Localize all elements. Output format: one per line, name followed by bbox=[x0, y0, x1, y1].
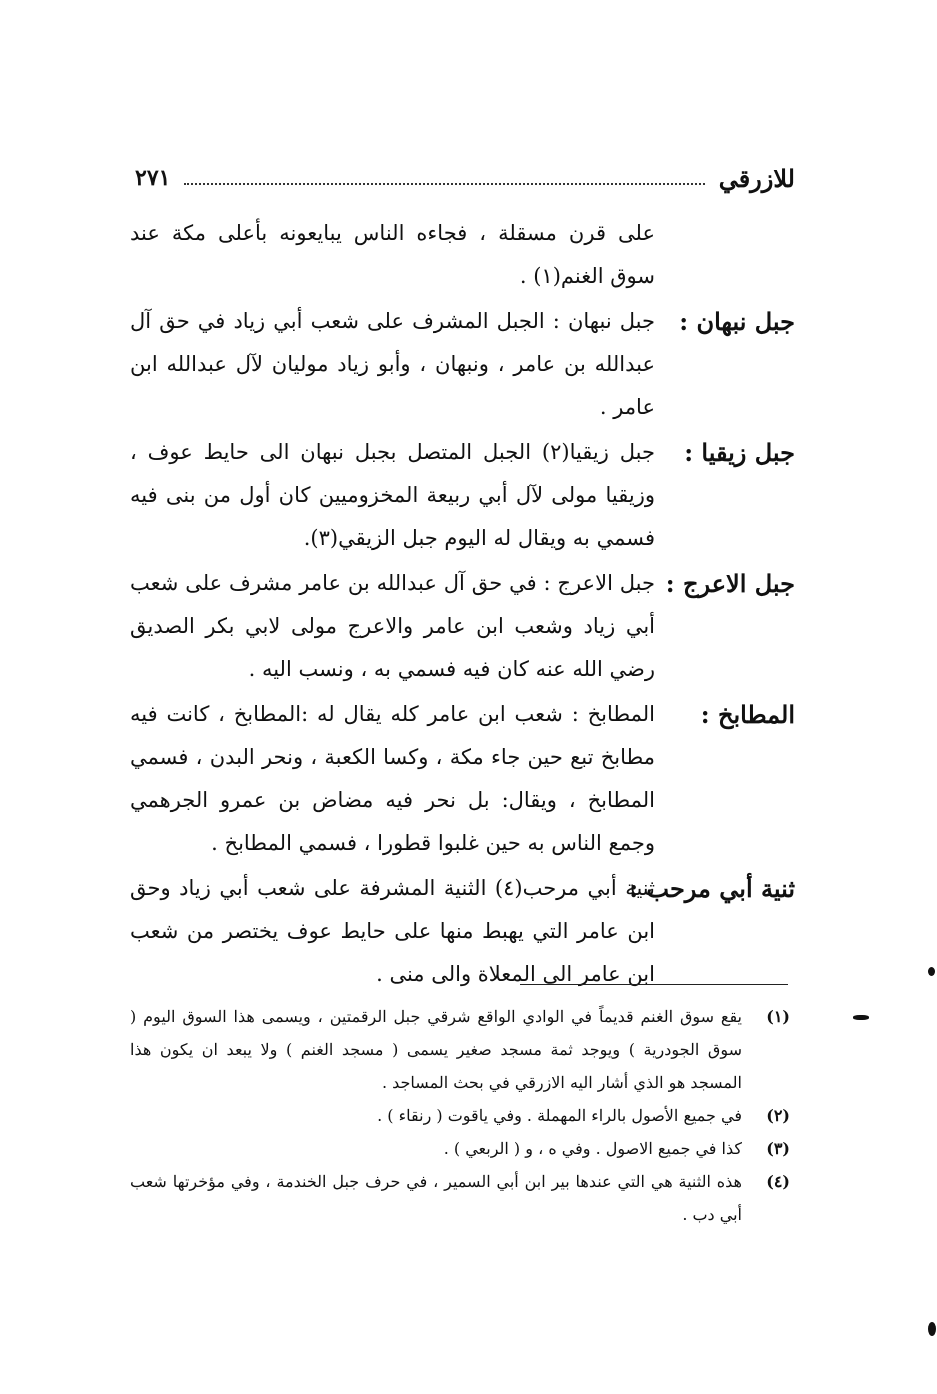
footnote-number: (١) bbox=[766, 1007, 790, 1026]
intro-paragraph bbox=[130, 212, 795, 298]
footnote-number: (٣) bbox=[766, 1139, 790, 1158]
scan-speck bbox=[853, 1015, 869, 1020]
running-header bbox=[135, 158, 795, 198]
entry bbox=[130, 431, 795, 560]
footnote-number: (٢) bbox=[766, 1106, 790, 1125]
entry-term: جبل الاعرج : bbox=[665, 569, 795, 598]
scan-speck bbox=[928, 1322, 936, 1336]
entry bbox=[130, 562, 795, 691]
footnote-text: في جميع الأصول بالراء المهملة . وفي ياقوت ( رنقاء ) . bbox=[377, 1106, 742, 1125]
footnotes bbox=[130, 1000, 790, 1231]
footnote bbox=[130, 1099, 790, 1132]
entry-term: جبل زيقيا : bbox=[684, 438, 795, 467]
intro-text: على قرن مسقلة ، فجاءه الناس يبايعونه بأعلى مكة عند سوق الغنم(١) . bbox=[130, 221, 655, 288]
footnote bbox=[130, 1132, 790, 1165]
entry bbox=[130, 867, 795, 996]
scan-speck bbox=[928, 967, 935, 976]
footnote bbox=[130, 1000, 790, 1099]
entry-definition: ثنية أبي مرحب(٤) الثنية المشرفة على شعب أبي زياد وحق ابن عامر التي يهبط منها على حايط عوف يختصر من شعب ابن عامر الى المعلاة والى منى . bbox=[130, 876, 655, 986]
entry-definition: المطابخ : شعب ابن عامر كله يقال له :المطابخ ، كانت فيه مطابخ تبع حين جاء مكة ، وكسا الكعبة ، ونحر البدن ، فسمي المطابخ ، ويقال: بل نحر فيه مضاض بن عمرو الجرهمي وجمع الناس به حين غلبوا قطورا ، فسمي المطابخ . bbox=[130, 702, 655, 855]
entry bbox=[130, 300, 795, 429]
entry-definition: جبل زيقيا(٢) الجبل المتصل بجبل نبهان الى حايط عوف ، وزيقيا مولى لآل أبي ربيعة المخزوميين كان أول من بنى فيه فسمي به ويقال له اليوم جبل الزيقي(٣). bbox=[130, 440, 655, 550]
page-number: ٢٧١ bbox=[135, 165, 171, 191]
entry-definition: جبل نبهان : الجبل المشرف على شعب أبي زياد في حق آل عبدالله بن عامر ، ونبهان ، وأبو زياد مولیان لآل عبدالله ابن عامر . bbox=[130, 309, 655, 419]
dotted-leader bbox=[184, 183, 704, 185]
entry-term: ثنية أبي مرحب : bbox=[629, 874, 795, 903]
footnote-number: (٤) bbox=[766, 1172, 790, 1191]
entry-term: جبل نبهان : bbox=[679, 307, 795, 336]
running-title: للازرقي bbox=[718, 163, 795, 193]
entry bbox=[130, 693, 795, 865]
entry-definition: جبل الاعرج : في حق آل عبدالله بن عامر مشرف على شعب أبي زياد وشعب ابن عامر والاعرج مولى لابي بكر الصديق رضي الله عنه كان فيه فسمي به ، ونسب اليه . bbox=[130, 571, 655, 681]
footnote bbox=[130, 1165, 790, 1231]
footnote-divider bbox=[520, 984, 788, 985]
entry-term: المطابخ : bbox=[700, 700, 795, 729]
footnote-text: كذا في جميع الاصول . وفي ه ، و ( الربعي ) . bbox=[443, 1139, 742, 1158]
entries-list bbox=[130, 212, 795, 998]
footnote-text: يقع سوق الغنم قديماً في الوادي الواقع شرقي جبل الرقمتين ، ويسمى هذا السوق اليوم ( سوق الجودرية ) ويوجد ثمة مسجد صغير يسمى ( مسجد الغنم ) ولا يبعد ان يكون هذا المسجد هو الذي أشار اليه الازرقي في بحث المساجد . bbox=[130, 1007, 742, 1092]
footnote-text: هذه الثنية هي التي عندها بير ابن أبي السمير ، في حرف جبل الخندمة ، وفي مؤخرتها شعب أبي دب . bbox=[130, 1172, 742, 1224]
